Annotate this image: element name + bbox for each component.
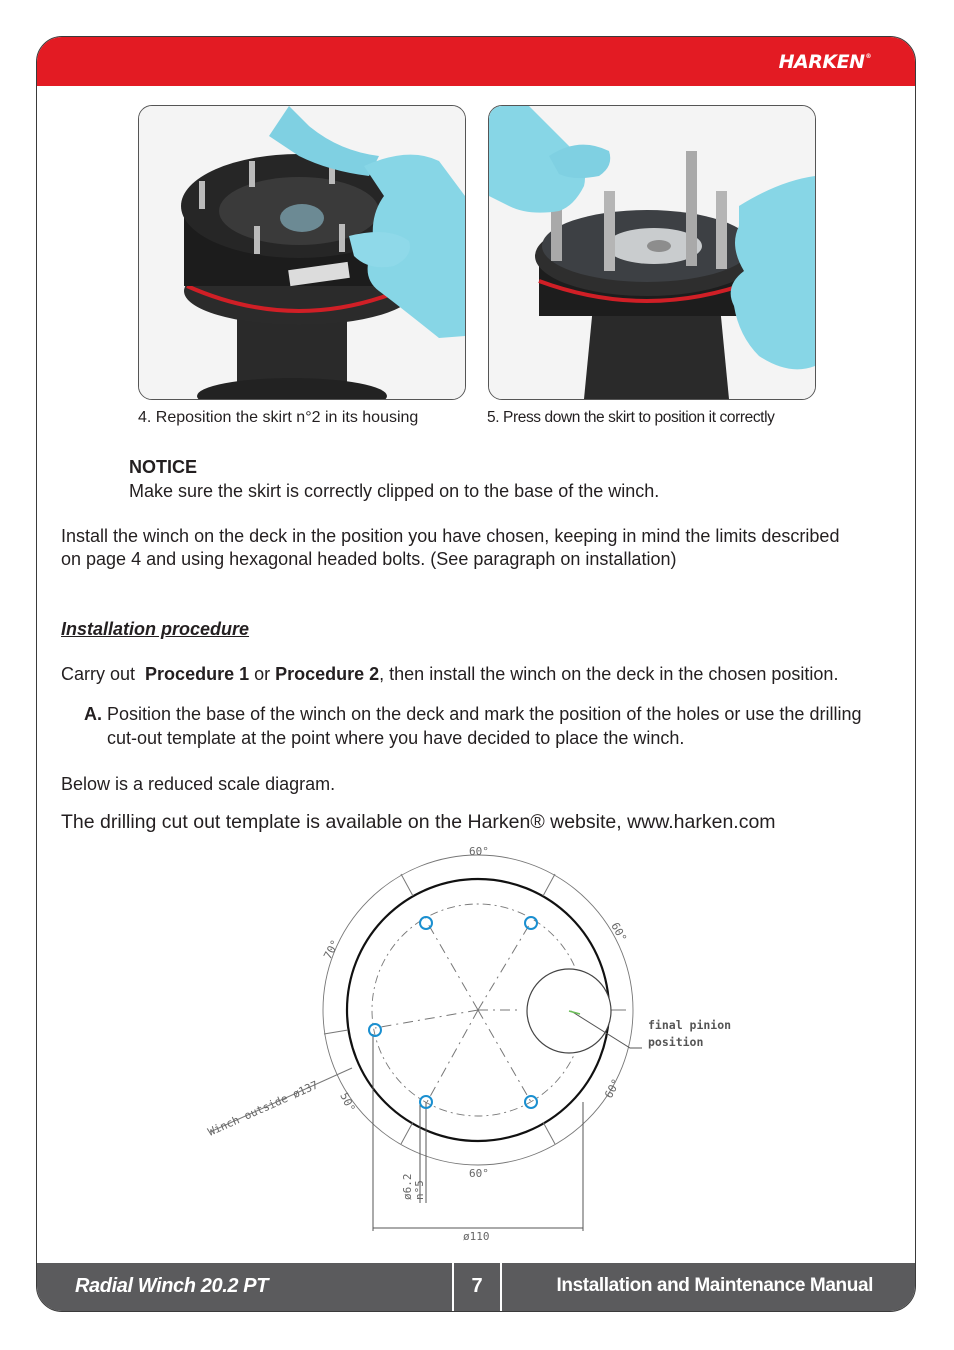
winch-outside-label: Winch outside ø137	[205, 1078, 321, 1139]
footer-page-number: 7	[471, 1275, 483, 1297]
notice-text: Make sure the skirt is correctly clipped on to the base of the winch.	[129, 481, 660, 501]
drilling-template-diagram	[190, 838, 750, 1248]
bolt-hole	[420, 917, 432, 929]
carry-out-paragraph: Carry out Procedure 1 or Procedure 2, then install the winch on the deck in the chosen position.	[61, 664, 839, 684]
step-a-line2: cut-out template at the point where you have decided to place the winch.	[107, 728, 685, 748]
bolt-hole	[525, 917, 537, 929]
section-title-installation-procedure: Installation procedure	[61, 619, 250, 639]
below-diagram-text: Below is a reduced scale diagram.	[61, 774, 336, 794]
footer-band	[37, 1263, 915, 1311]
pinion-label-line1: final pinion	[648, 1018, 732, 1032]
angle-label-upper-left: 70°	[321, 937, 342, 962]
angle-label-bottom: 60°	[469, 1167, 489, 1180]
angle-label-top: 60°	[469, 845, 489, 858]
photo-caption-5: 5. Press down the skirt to position it correctly	[487, 409, 775, 426]
angle-label-lower-left: 50°	[337, 1090, 358, 1115]
harken-logo: HARKEN®	[778, 51, 871, 73]
photo-reposition-skirt	[138, 105, 466, 400]
header-band	[37, 37, 915, 86]
bolt-circle-diameter-label: ø110	[463, 1230, 490, 1243]
angle-label-lower-right: 60°	[602, 1076, 623, 1101]
hole-diameter-label: ø6.2	[401, 1173, 414, 1200]
step-a-line1: A. Position the base of the winch on the deck and mark the position of the holes or use the drilling	[84, 704, 862, 724]
template-availability-text: The drilling cut out template is available on the Harken® website, www.harken.com	[61, 811, 776, 833]
footer-manual-title: Installation and Maintenance Manual	[556, 1275, 873, 1296]
notice-title: NOTICE	[129, 457, 198, 477]
footer-divider	[500, 1263, 502, 1311]
photo-press-skirt	[488, 105, 816, 400]
step-a-label: A.	[84, 704, 102, 724]
photo-caption-4: 4. Reposition the skirt n°2 in its housing	[138, 409, 419, 426]
pinion-label-line2: position	[648, 1035, 704, 1049]
angle-label-upper-right: 60°	[608, 920, 630, 944]
footer-product-title: Radial Winch 20.2 PT	[75, 1275, 269, 1297]
install-paragraph-line1: Install the winch on the deck in the position you have chosen, keeping in mind the limits described	[61, 526, 840, 546]
hole-count-label: n°5	[413, 1180, 426, 1200]
install-paragraph-line2: on page 4 and using hexagonal headed bolts. (See paragraph on installation)	[61, 549, 677, 569]
